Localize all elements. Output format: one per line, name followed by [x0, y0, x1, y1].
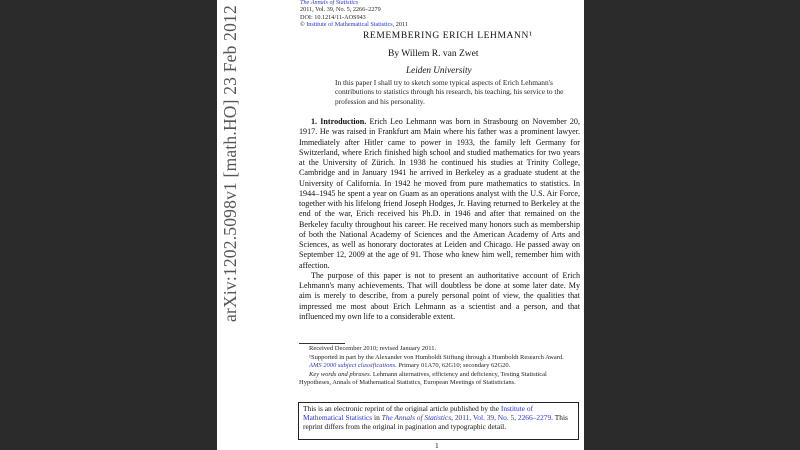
reprint-comma: ,: [451, 413, 453, 423]
page-number: 1: [435, 441, 439, 450]
pdf-page: [217, 0, 584, 450]
received-date: Received December 2010; revised January 2011.: [309, 345, 437, 352]
copyright-line: [300, 21, 408, 28]
paper-title: REMEMBERING ERICH LEHMANN¹: [363, 31, 533, 41]
journal-header: [300, 0, 408, 28]
paragraph-1: [299, 117, 580, 271]
journal-volume: 2011, Vol. 39, No. 5, 2266–2279: [300, 6, 381, 14]
doi[interactable]: DOI: 10.1214/11-AOS943: [300, 13, 366, 21]
reprint-volume-link[interactable]: 2011, Vol. 39, No. 5, 2266–2279: [454, 413, 552, 423]
reprint-journal-link[interactable]: The Annals of Statistics: [381, 413, 452, 423]
body-text: [299, 117, 580, 322]
arxiv-identifier: arXiv:1202.5098v1 [math.HO] 23 Feb 2012: [220, 5, 240, 322]
support-footnote: ¹Supported in part by the Alexander von Humboldt Stiftung through a Humboldt Research Award.: [309, 353, 564, 361]
viewer-background-right: [584, 0, 800, 450]
ams-link[interactable]: AMS 2000 subject classifications.: [309, 362, 397, 369]
footnote-divider: [299, 343, 345, 344]
keywords-value: Lehmann alternatives, efficiency and deficiency, Testing Statistical Hypotheses, Annals of Mathematical Statistics, European Meetings of Statisticians.: [299, 370, 547, 386]
ams-classification: [299, 362, 580, 371]
viewer-background-left: [0, 0, 217, 450]
reprint-notice-box: [298, 402, 579, 440]
reprint-org-link[interactable]: Institute of Mathematical Statistics: [303, 404, 534, 423]
keywords: [299, 371, 580, 388]
paragraph-2: The purpose of this paper is not to present an authoritative account of Erich Lehmann's many achievements. That will doubtless be done at some later date. My aim is merely to describe, from a purely personal point of view, the qualities that impressed me most about Erich Lehmann as a scientist and a person, and that influenced my own life to a considerable extent.: [299, 270, 580, 321]
reprint-text-2: . This reprint differs from the original in pagination and typographic detail.: [303, 413, 568, 432]
section-heading: 1. Introduction.: [311, 117, 367, 126]
paper-author: By Willem R. van Zwet: [388, 49, 479, 59]
copyright-org-link[interactable]: Institute of Mathematical Statistics: [306, 20, 393, 28]
footnotes: [299, 345, 580, 388]
copyright-year: , 2011: [392, 20, 408, 28]
ams-value: Primary 01A70, 62G10; secondary 62G20.: [396, 362, 511, 369]
abstract: In this paper I shall try to sketch some typical aspects of Erich Lehmann's contributions to statistics through his research, his teaching, his service to the profession and his personality.: [335, 78, 564, 106]
paragraph-1-text: Erich Leo Lehmann was born in Strasbourg on November 20, 1917. He was raised in Frankfurt am Main where his father was a prominent lawyer. Immediately after Hitler came to power in 1933, the family left Germany for Switzerland, where Erich finished high school and studied mathematics for two years at the University of Zürich. In 1938 he continued his studies at Trinity College, Cambridge and in January 1941 he arrived in Berkeley as a graduate student at the University of California. In 1942 he moved from pure mathematics to statistics. In 1944–1945 he spent a year on Guam as an operations analyst with the U.S. Air Force, together with his lifelong friend Joseph Hodges, Jr. Having returned to Berkeley at the end of the war, Erich received his Ph.D. in 1946 and after that remained on the Berkeley faculty throughout his career. He received many honors such as membership of both the National Academy of Sciences and the American Academy of Arts and Sciences, as well as honorary doctorates at Leiden and Chicago. He passed away on September 12, 2009 at the age of 91. Those who knew him well, remember him with affection.: [299, 117, 581, 270]
keywords-label: Key words and phrases.: [309, 370, 372, 378]
copyright-symbol: ©: [300, 20, 305, 28]
author-affiliation: Leiden University: [406, 65, 472, 75]
reprint-in: in: [372, 413, 382, 423]
reprint-text-1: This is an electronic reprint of the original article published by the: [303, 404, 501, 413]
journal-name-link[interactable]: The Annals of Statistics: [300, 0, 359, 6]
